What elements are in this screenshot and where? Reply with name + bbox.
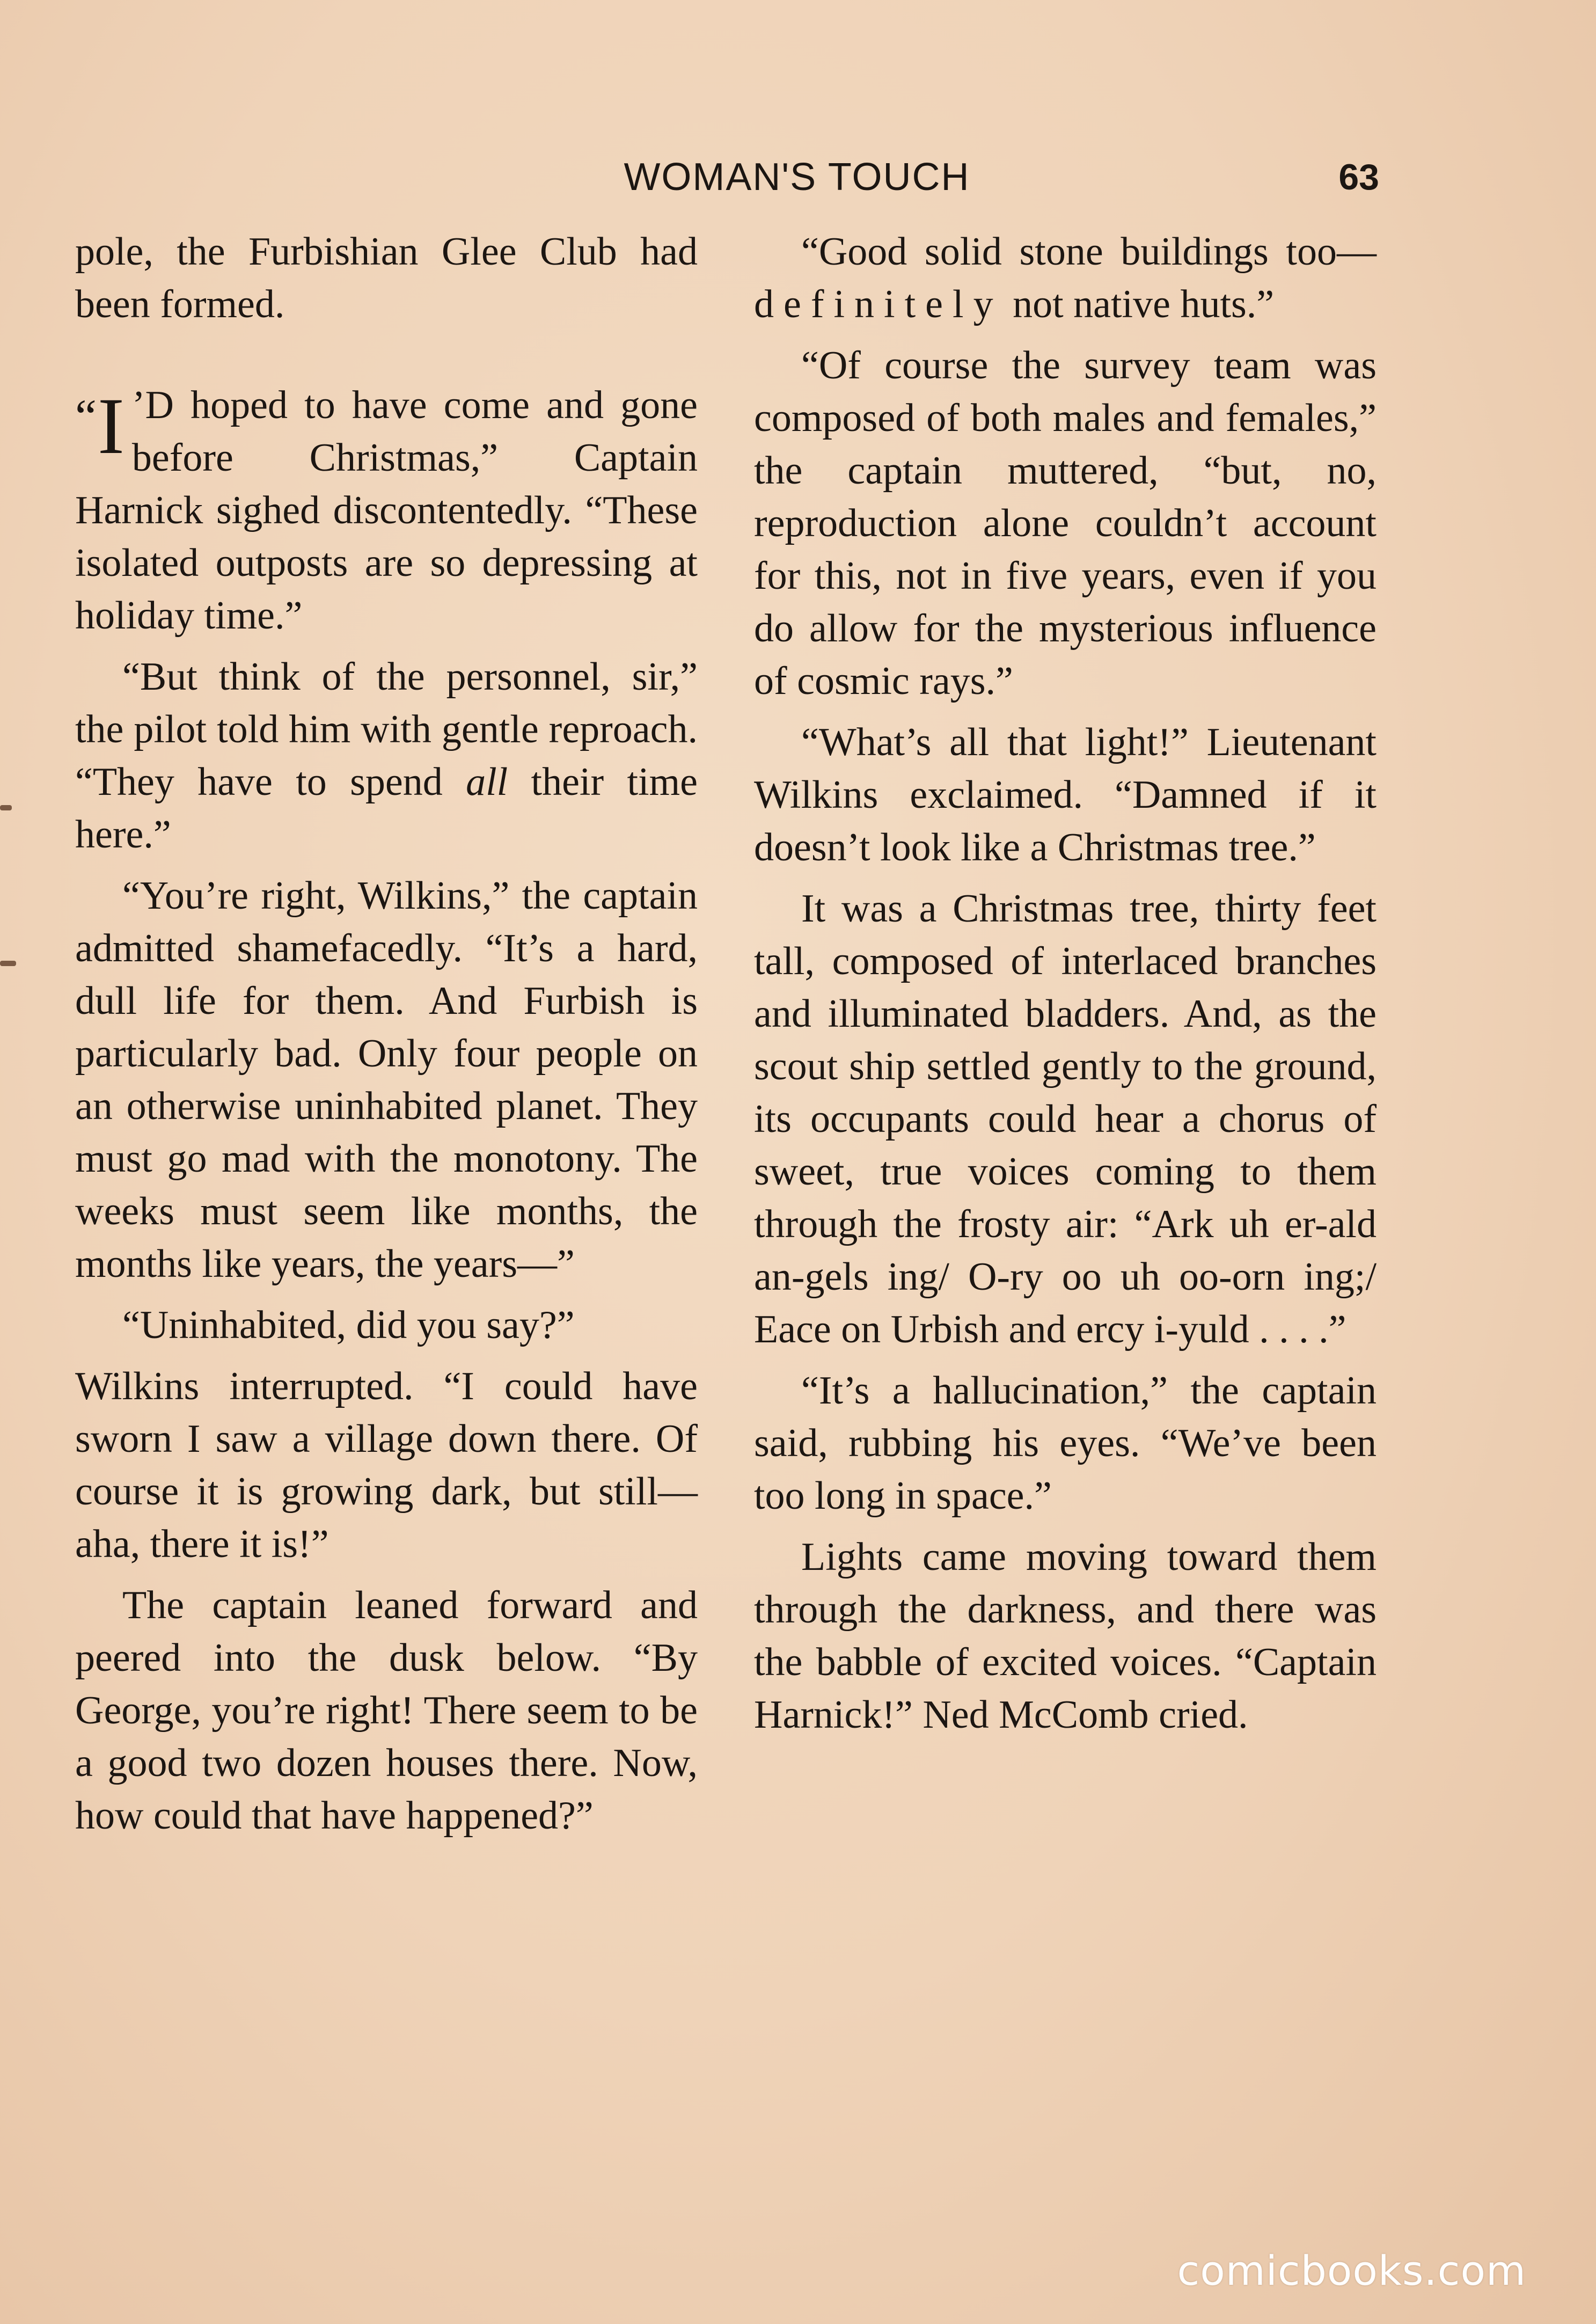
left-column	[75, 225, 698, 1851]
drop-cap-quote: “	[75, 390, 97, 443]
paragraph: Lights came moving toward them through the darkness, and there was the babble of excited voices. “Captain Harnick!” Ned McComb cried.	[754, 1535, 1377, 1737]
italic-text: all	[466, 760, 508, 804]
paragraph: It was a Christmas tree, thirty feet tall, composed of interlaced branches and illuminated bladders. And, as the scout ship settled gently to the ground, its occupants could hear a chorus of sweet, true voices coming to them through the frosty air: “Ark uh er-ald an-gels ing/ O-ry oo uh oo-orn ing;/ Eace on Urbish and ercy i-yuld . . . .”	[754, 887, 1377, 1351]
paragraph-text: their time here.”	[75, 760, 698, 857]
paragraph: The captain leaned forward and peered into the dusk below. “By George, you’re right! There seem to be a good two dozen houses there. Now, how could that have happened?”	[75, 1583, 698, 1838]
paragraph: “You’re right, Wilkins,” the captain admitted shamefacedly. “It’s a hard, dull life for them. And Furbish is particularly bad. Only four people on an otherwise uninhabited planet. They must go mad with the monotony. The weeks must seem like months, the months like years, the years—”	[75, 874, 698, 1286]
paragraph-text: ’D hoped to have come and gone before Christmas,” Captain Harnick sighed discontentedly. “These isolated outposts are so depressing at holiday time.”	[75, 383, 698, 638]
paragraph-with-drop-cap	[75, 379, 698, 642]
right-column	[754, 225, 1377, 1750]
drop-cap	[75, 382, 125, 471]
page-edge-blemish	[0, 961, 16, 966]
running-head	[75, 153, 1379, 201]
paragraph: Wilkins interrupted. “I could have sworn I saw a village down there. Of course it is growing dark, but still—aha, there it is!”	[75, 1364, 698, 1566]
paragraph: “What’s all that light!” Lieutenant Wilkins exclaimed. “Damned if it doesn’t look like a Christmas tree.”	[754, 720, 1377, 869]
paragraph	[754, 225, 1377, 331]
paragraph-text: “Good solid stone buildings too—	[801, 230, 1377, 274]
paragraph	[75, 651, 698, 861]
page-edge-blemish	[0, 805, 12, 810]
watermark: comicbooks.com	[1177, 2247, 1526, 2294]
paragraph-text: not native huts.”	[1002, 282, 1275, 326]
paragraph-text: “But think of the personnel, sir,” the pilot told him with gentle reproach. “They have to spend	[75, 655, 698, 804]
page-number: 63	[1338, 157, 1379, 198]
paragraph: “Uninhabited, did you say?”	[122, 1303, 575, 1347]
paragraph: “Of course the survey team was composed of both males and females,” the captain muttered, “but, no, reproduction alone couldn’t account for this, not in five years, even if you do allow for the mysterious influence of cosmic rays.”	[754, 344, 1377, 703]
drop-cap-letter: I	[97, 382, 125, 471]
paragraph: “It’s a hallucination,” the captain said, rubbing his eyes. “We’ve been too long in space.”	[754, 1369, 1377, 1518]
running-head-title: WOMAN'S TOUCH	[624, 156, 970, 199]
paragraph: pole, the Furbishian Glee Club had been formed.	[75, 230, 698, 326]
letter-spaced-text: definitely	[754, 282, 1003, 326]
